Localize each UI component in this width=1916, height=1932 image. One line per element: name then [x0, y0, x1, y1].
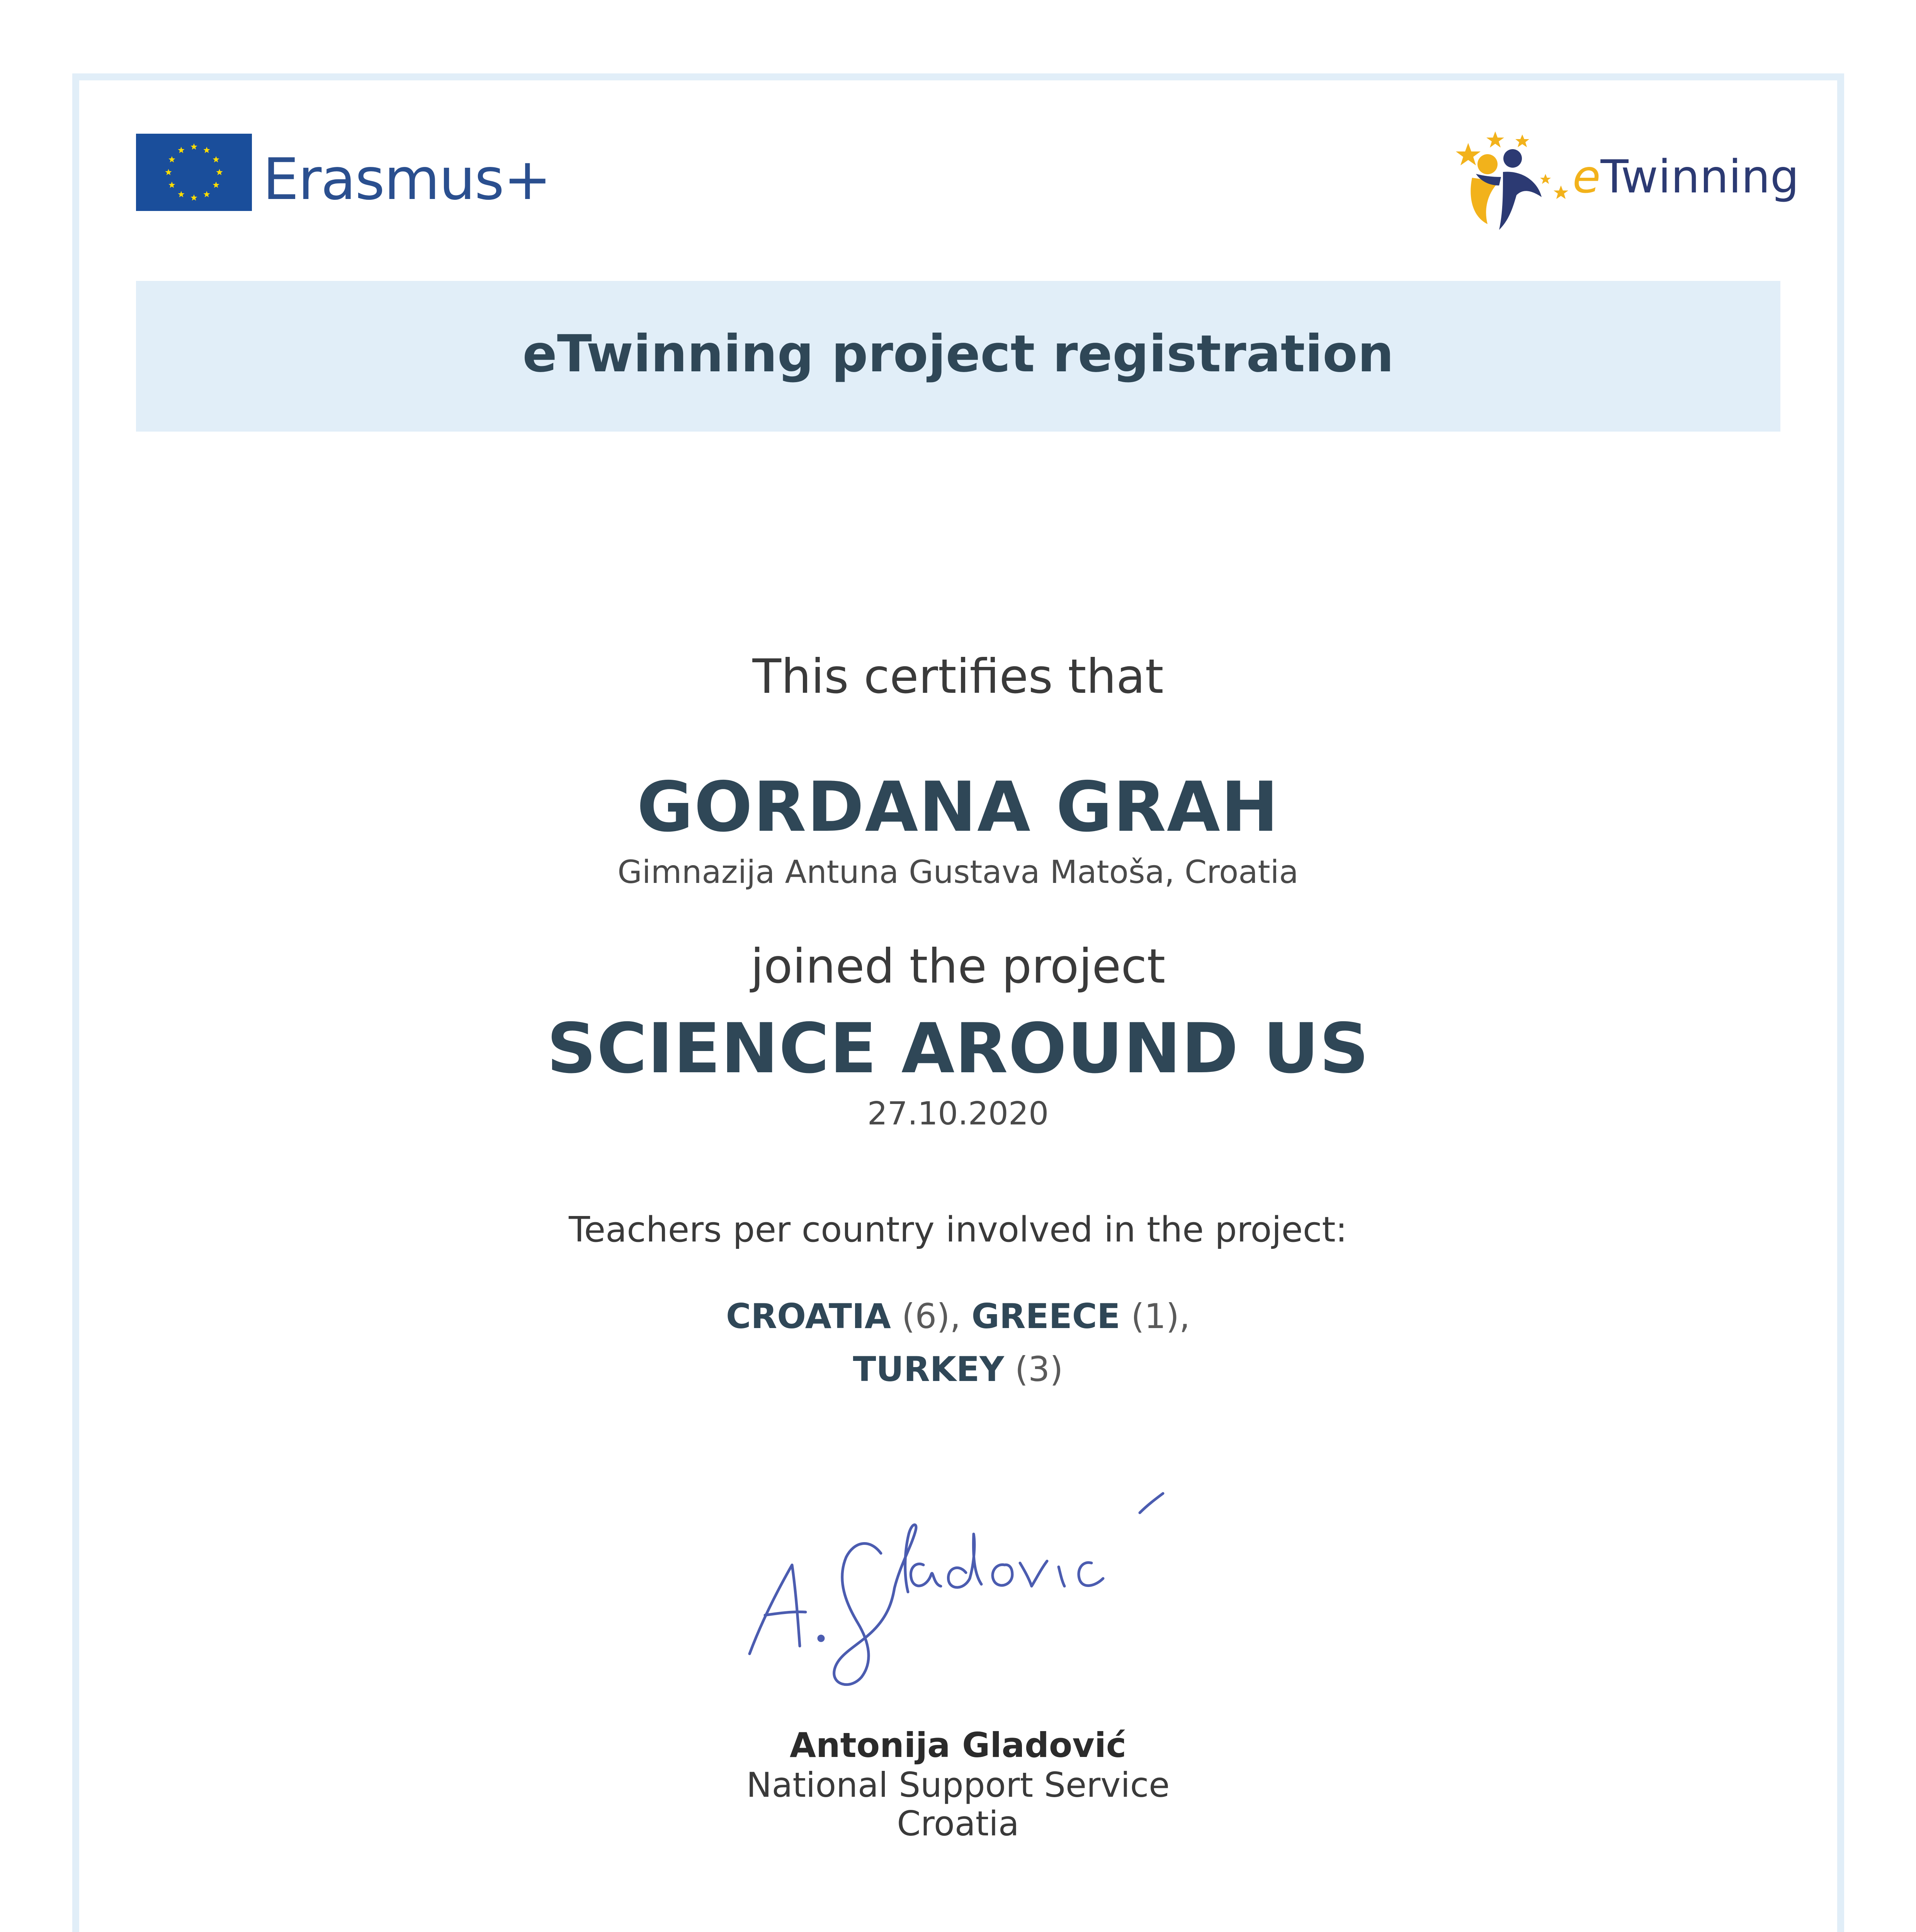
page-title: eTwinning project registration — [522, 324, 1394, 384]
registration-date: 27.10.2020 — [867, 1095, 1049, 1132]
etwinning-logo-text: eTwinning — [1573, 150, 1799, 203]
handwritten-signature — [742, 1476, 1182, 1692]
project-name: SCIENCE AROUND US — [547, 1009, 1369, 1088]
signer-role: National Support Service — [746, 1765, 1170, 1805]
teachers-per-country-label: Teachers per country involved in the project: — [569, 1209, 1347, 1250]
title-band — [136, 281, 1780, 432]
etwinning-figure-icon — [1445, 128, 1576, 236]
etwinning-logo — [1445, 128, 1799, 236]
country-count: (3) — [1015, 1349, 1063, 1389]
country-name: CROATIA — [726, 1296, 891, 1336]
erasmus-logo — [136, 134, 551, 215]
countries-list-line-1: CROATIA (6), GREECE (1), — [726, 1296, 1190, 1336]
joined-text: joined the project — [750, 939, 1166, 994]
country-name: GREECE — [971, 1296, 1120, 1336]
country-name: TURKEY — [853, 1349, 1004, 1389]
eu-flag-icon — [136, 134, 252, 211]
participant-name: GORDANA GRAH — [637, 767, 1279, 847]
erasmus-logo-text: Erasmus+ — [263, 146, 551, 213]
signer-country: Croatia — [897, 1804, 1019, 1844]
participant-school: Gimnazija Antuna Gustava Matoša, Croatia — [617, 854, 1299, 891]
country-count: (6) — [901, 1296, 950, 1336]
signer-name: Antonija Gladović — [789, 1725, 1127, 1765]
countries-list-line-2 — [0, 1349, 1916, 1389]
certifies-text: This certifies that — [752, 649, 1164, 704]
country-count: (1) — [1131, 1296, 1180, 1336]
